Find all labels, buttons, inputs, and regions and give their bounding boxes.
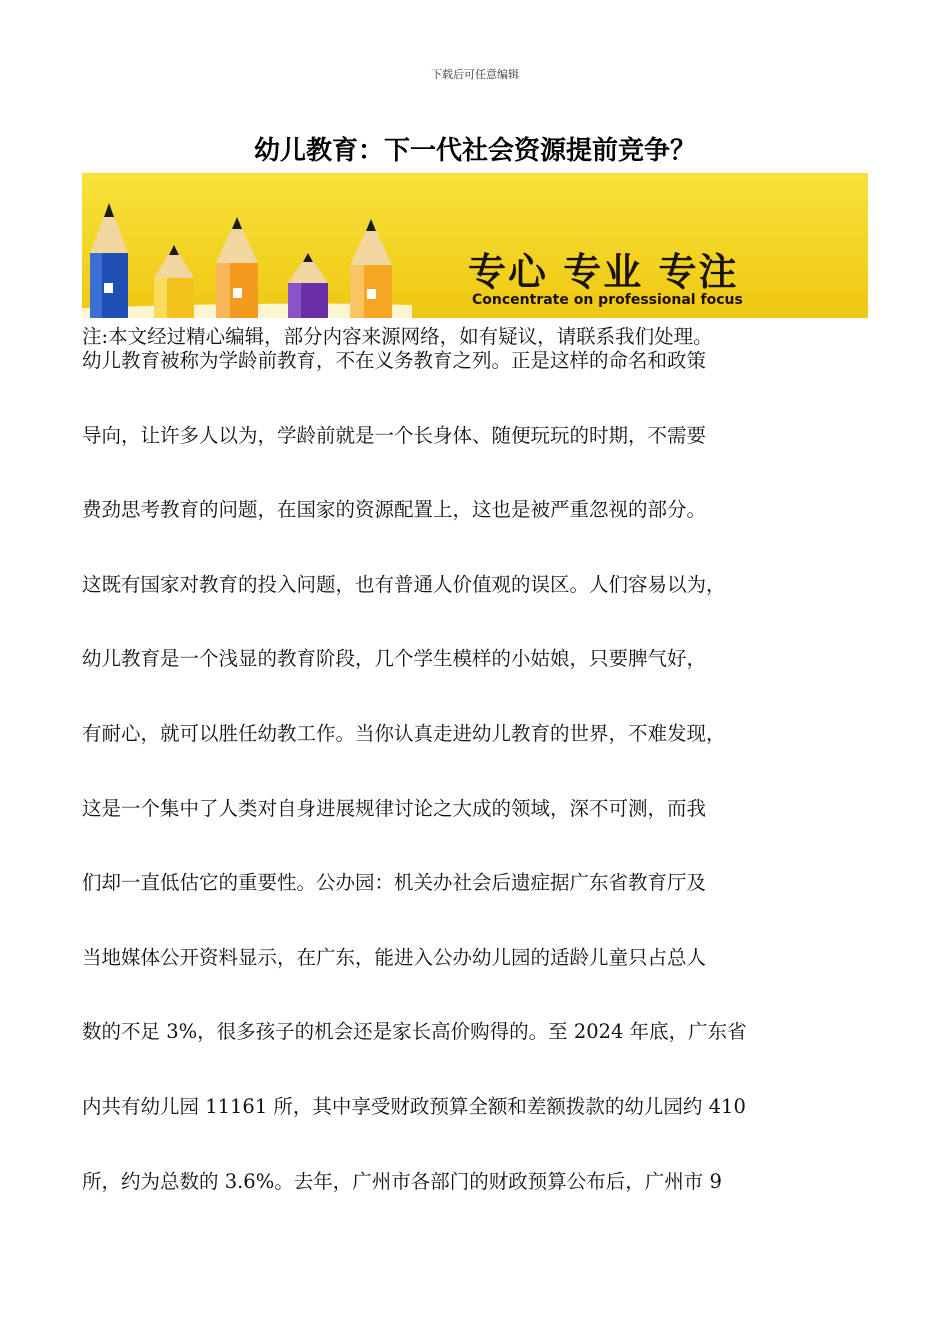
body-line: 导向，让许多人以为，学龄前就是一个长身体、随便玩玩的时期，不需要 xyxy=(82,423,707,447)
body-paragraph xyxy=(82,347,882,1242)
body-line: 费劲思考教育的问题，在国家的资源配置上，这也是被严重忽视的部分。 xyxy=(82,498,707,522)
body-line: 们却一直低估它的重要性。公办园：机关办社会后遗症据广东省教育厅及 xyxy=(82,871,707,895)
header-note: 下载后可任意编辑 xyxy=(431,68,519,81)
body-line: 内共有幼儿园 11161 所，其中享受财政预算全额和差额拨款的幼儿园约 410 xyxy=(82,1094,746,1118)
body-line: 所，约为总数的 3.6%。去年，广州市各部门的财政预算公布后，广州市 9 xyxy=(82,1169,722,1193)
banner-slogan: 专心 专业 专注 xyxy=(468,250,739,294)
banner-slogan-english: Concentrate on professional focus xyxy=(472,292,743,308)
body-line: 这是一个集中了人类对自身进展规律讨论之大成的领域，深不可测，而我 xyxy=(82,796,707,820)
body-line: 幼儿教育是一个浅显的教育阶段，几个学生模样的小姑娘，只要脾气好， xyxy=(82,647,707,671)
body-line: 有耐心，就可以胜任幼教工作。当你认真走进幼儿教育的世界，不难发现， xyxy=(82,721,726,745)
banner-image xyxy=(82,173,868,318)
disclaimer-note: 注:本文经过精心编辑，部分内容来源网络，如有疑议，请联系我们处理。 xyxy=(82,325,713,348)
body-line: 这既有国家对教育的投入问题，也有普通人价值观的误区。人们容易以为， xyxy=(82,572,726,596)
body-line: 数的不足 3%，很多孩子的机会还是家长高价购得的。至 2024 年底，广东省 xyxy=(82,1020,747,1044)
body-line: 幼儿教育被称为学龄前教育，不在义务教育之列。正是这样的命名和政策 xyxy=(82,349,707,372)
body-line: 当地媒体公开资料显示，在广东，能进入公办幼儿园的适龄儿童只占总人 xyxy=(82,945,707,969)
document-title: 幼儿教育：下一代社会资源提前竞争？ xyxy=(253,136,696,166)
